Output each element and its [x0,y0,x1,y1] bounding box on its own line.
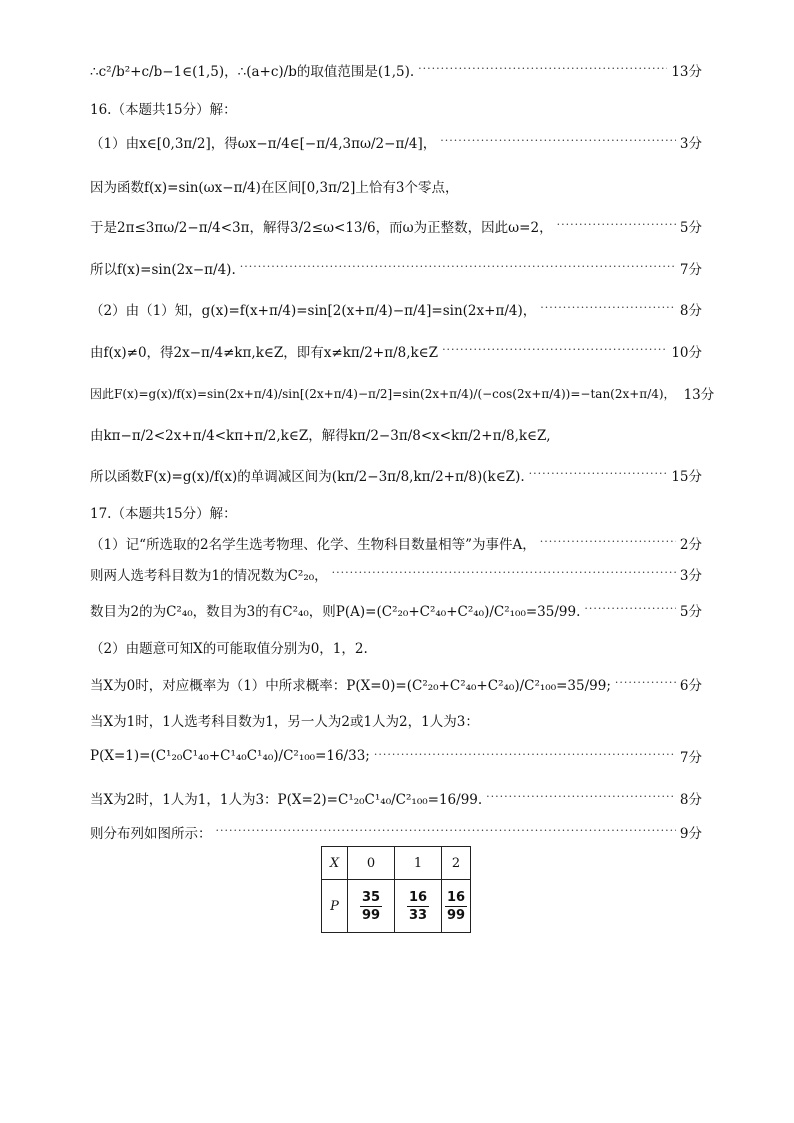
answer-line: 则分布列如图所示： ····· 9分 [90,822,702,842]
table-cell [395,880,442,933]
answer-line: ∴c²/b²+c/b−1∈(1,5)，∴(a+c)/b的取值范围是(1,5). ····· 13分 [90,60,702,80]
answer-line: 由f(x)≠0，得2x−π/4≠kπ,k∈Z，即有x≠kπ/2+π/8,k∈Z ····· 10分 [90,341,702,361]
table-cell: X [322,847,348,880]
distribution-table [321,846,471,933]
answer-line: 由kπ−π/2<2x+π/4<kπ+π/2,k∈Z，解得kπ/2−3π/8<x<kπ/2+π/8,k∈Z, [90,428,551,444]
score-mark: 3分 [679,136,702,152]
answer-line: 于是2π≤3πω/2−π/4<3π，解得3/2≤ω<13/6，而ω为正整数，因此ω=2， ····· 5分 [90,216,702,236]
score-mark: 13分 [671,64,702,80]
leader-dots [216,825,676,836]
leader-dots [332,567,676,578]
leader-dots [486,791,676,802]
answer-line: 当X为2时，1人为1，1人为3：P(X=2)=C¹₂₀C¹₄₀/C²₁₀₀=16/99. ····· 8分 [90,788,702,808]
score-mark: 9分 [679,826,702,842]
table-cell [348,880,395,933]
table-cell [442,880,471,933]
leader-dots [584,603,676,614]
answer-line: 数目为2的为C²₄₀，数目为3的有C²₄₀，则P(A)=(C²₂₀+C²₄₀+C²₄₀)/C²₁₀₀=35/99. ····· 5分 [90,600,702,620]
score-mark: 13分 [683,387,715,403]
fraction: $\frac{16}{33}$ [408,889,428,923]
table-cell: 0 [348,847,395,880]
answer-line: （2）由（1）知，g(x)=f(x+π/4)=sin[2(x+π/4)−π/4]=sin(2x+π/4)， ····· 8分 [90,299,702,319]
leader-dots [442,344,667,355]
answer-line: 则两人选考科目数为1的情况数为C²₂₀， ····· 3分 [90,564,702,584]
score-mark: 15分 [671,469,702,485]
answer-line: 所以函数F(x)=g(x)/f(x)的单调减区间为(kπ/2−3π/8,kπ/2+π/8)(k∈Z). ····· 15分 [90,465,702,485]
score-mark: 8分 [679,792,702,808]
leader-dots [374,749,676,760]
section-heading: 16.（本题共15分）解： [90,102,237,118]
score-mark: 8分 [679,303,702,319]
score-mark: 3分 [679,568,702,584]
score-mark: 5分 [679,220,702,236]
score-mark: 10分 [671,345,702,361]
leader-dots [540,536,676,547]
answer-line: 所以f(x)=sin(2x−π/4). ····· 7分 [90,258,702,278]
score-mark: 7分 [679,750,702,766]
fraction: $\frac{35}{99}$ [361,889,381,923]
answer-line: （1）记“所选取的2名学生选考物理、化学、生物科目数量相等”为事件A， ····· 2分 [90,533,702,553]
answer-line: 当X为0时，对应概率为（1）中所求概率：P(X=0)=(C²₂₀+C²₄₀+C²₄₀)/C²₁₀₀=35/99; ····· 6分 [90,674,702,694]
table-row [322,880,471,933]
table-row [322,847,471,880]
leader-dots [529,468,668,479]
leader-dots [615,677,676,688]
section-heading: 17.（本题共15分）解： [90,506,237,522]
leader-dots [557,219,676,230]
answer-line: P(X=1)=(C¹₂₀C¹₄₀+C¹₄₀C¹₄₀)/C²₁₀₀=16/33; ····· 7分 [90,746,702,766]
answer-line: 因此F(x)=g(x)/f(x)=sin(2x+π/4)/sin[(2x+π/4)−π/2]=sin(2x+π/4)/(−cos(2x+π/4))=−tan(2x+π/4)， 13分 [90,383,702,403]
score-mark: 2分 [679,537,702,553]
leader-dots [540,302,676,313]
table-cell: P [322,880,348,933]
leader-dots [418,63,667,74]
score-mark: 5分 [679,604,702,620]
answer-line: （1）由x∈[0,3π/2]，得ωx−π/4∈[−π/4,3πω/2−π/4]， ····· 3分 [90,132,702,152]
answer-line: （2）由题意可知X的可能取值分别为0，1，2. [90,641,368,657]
leader-dots [240,261,676,272]
fraction: $\frac{16}{99}$ [446,889,466,923]
leader-dots [440,135,676,146]
table-cell: 1 [395,847,442,880]
score-mark: 6分 [679,678,702,694]
score-mark: 7分 [679,262,702,278]
answer-line: 当X为1时，1人选考科目数为1，另一人为2或1人为2，1人为3： [90,714,479,730]
answer-line: 因为函数f(x)=sin(ωx−π/4)在区间[0,3π/2]上恰有3个零点， [90,180,459,196]
table-cell: 2 [442,847,471,880]
